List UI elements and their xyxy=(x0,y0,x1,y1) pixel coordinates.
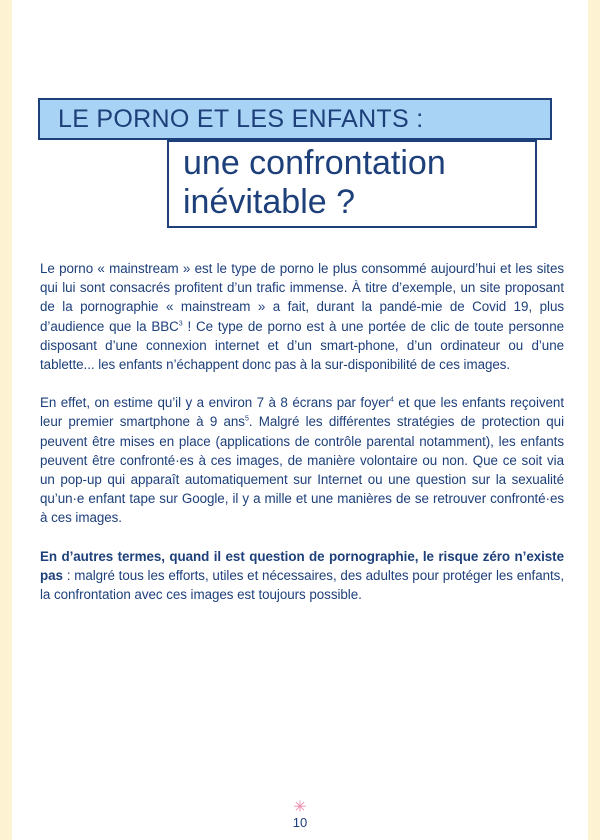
paragraph-text: En effet, on estime qu’il y a environ 7 à 8 écrans par foyer xyxy=(40,395,390,411)
footnote-ref: 3 xyxy=(178,320,183,328)
footnote-ref: 5 xyxy=(244,415,249,423)
body-text xyxy=(40,259,564,623)
page-number: 10 xyxy=(292,815,308,830)
paragraph-text: Le porno « mainstream » est le type de porno le plus consommé aujourd’hui et les sites qui lui sont consacrés profitent d’un trafic immense. À titre d’exemple, un site proposant de la pornographie « mainstream » a fait, durant la pandé-mie de Covid 19, plus d’audience que la BBC xyxy=(40,261,564,334)
asterisk-icon: ✳ xyxy=(293,799,307,816)
title-banner-top xyxy=(38,98,552,140)
title-banner-bottom xyxy=(167,140,537,228)
paragraph-text: ! Ce type de porno est à une portée de clic de toute personne disposant d’une connexion internet et d’un smart-phone, d’un ordinateur ou d’une tablette... les enfants n’échappent donc pas à la sur-disponibilité de ces images. xyxy=(40,318,564,373)
paragraph-2 xyxy=(40,393,564,527)
page-footer xyxy=(0,801,600,831)
paragraph-text: et que les enfants reçoivent leur premier smartphone à 9 ans xyxy=(40,395,564,430)
title-line-1: LE PORNO ET LES ENFANTS : xyxy=(58,104,424,133)
title-line-3: inévitable ? xyxy=(183,183,356,221)
paragraph-text: En d’autres termes, quand il est question de pornographie, le risque zéro n’existe pas xyxy=(40,548,564,583)
paragraph-text: : malgré tous les efforts, utiles et nécessaires, des adultes pour protéger les enfants, la confrontation avec ces images est toujours possible. xyxy=(40,567,564,603)
paragraph-3 xyxy=(40,547,564,605)
title-line-2: une confrontation xyxy=(183,144,446,182)
footnote-ref: 4 xyxy=(389,396,394,404)
paragraph-text: . Malgré les différentes stratégies de protection qui peuvent être mises en place (applications de contrôle parental notamment), les enfants peuvent être confronté·es à ces images, de manière volontaire ou non. Que ce soit via un pop-up qui apparaît automatiquement sur Internet ou une question sur la sexualité qu’un·e enfant tape sur Google, il y a mille et une manières de se retrouver confronté·es à ces images. xyxy=(40,414,564,526)
paragraph-1 xyxy=(40,259,564,374)
